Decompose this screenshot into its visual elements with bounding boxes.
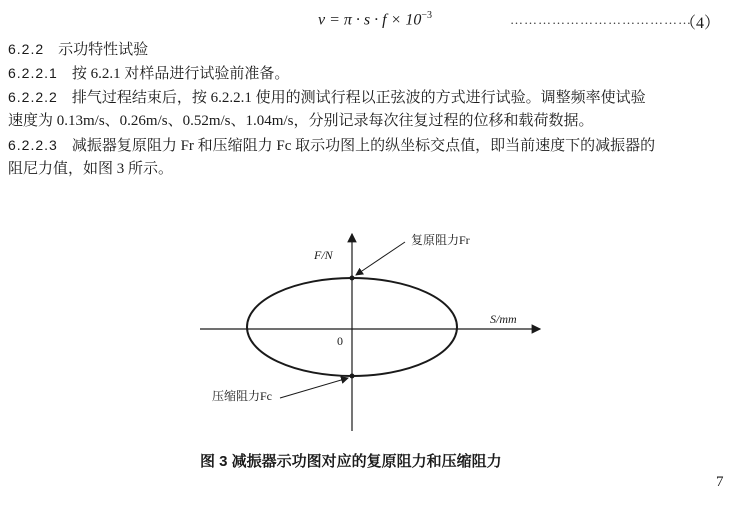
paragraph xyxy=(8,62,289,85)
page-number: 7 xyxy=(716,474,724,490)
section-number: 6.2.2 xyxy=(8,41,45,57)
paragraph-text: 阻尼力值，如图 3 所示。 xyxy=(8,161,174,177)
formula-text: v = π · s · f × 10 xyxy=(318,11,422,29)
paragraph xyxy=(8,86,646,109)
section-number: 6.2.2.1 xyxy=(8,65,58,81)
figure-caption: 图 3 减振器示功图对应的复原阻力和压缩阻力 xyxy=(200,453,502,470)
paragraph-continuation xyxy=(8,110,593,132)
paragraph xyxy=(8,134,655,157)
paragraph-text: 减振器复原阻力 Fr 和压缩阻力 Fc 取示功图上的纵坐标交点值，即当前速度下的减振器的 xyxy=(71,138,656,154)
rebound-force-point xyxy=(350,276,355,281)
paragraph-text: 按 6.2.1 对样品进行试验前准备。 xyxy=(71,66,290,82)
equation-number: （4） xyxy=(680,15,721,32)
rebound-force-label: 复原阻力Fr xyxy=(411,233,470,247)
section-heading xyxy=(8,38,148,61)
x-axis-label: S/mm xyxy=(490,312,517,326)
paragraph-text: 速度为 0.13m/s、0.26m/s、0.52m/s、1.04m/s，分别记录每次往复过程的位移和载荷数据。 xyxy=(8,113,594,129)
formula-exponent: −3 xyxy=(421,10,433,21)
section-number: 6.2.2.2 xyxy=(8,89,58,105)
compression-force-label: 压缩阻力Fc xyxy=(212,389,273,403)
paragraph-text: 排气过程结束后，按 6.2.2.1 使用的测试行程以正弦波的方式进行试验。调整频率使试验 xyxy=(71,90,646,106)
y-axis-label: F/N xyxy=(314,248,333,262)
origin-label: 0 xyxy=(337,334,343,348)
rebound-leader-arrow xyxy=(356,242,405,275)
section-number: 6.2.2.3 xyxy=(8,137,58,153)
paragraph-continuation xyxy=(8,158,173,180)
formula xyxy=(318,10,432,29)
section-text: 示功特性试验 xyxy=(58,42,149,58)
compression-leader-arrow xyxy=(280,378,348,398)
formula-leader-dots: ………………………………… xyxy=(510,12,692,27)
indicator-diagram xyxy=(190,226,570,436)
compression-force-point xyxy=(350,374,355,379)
